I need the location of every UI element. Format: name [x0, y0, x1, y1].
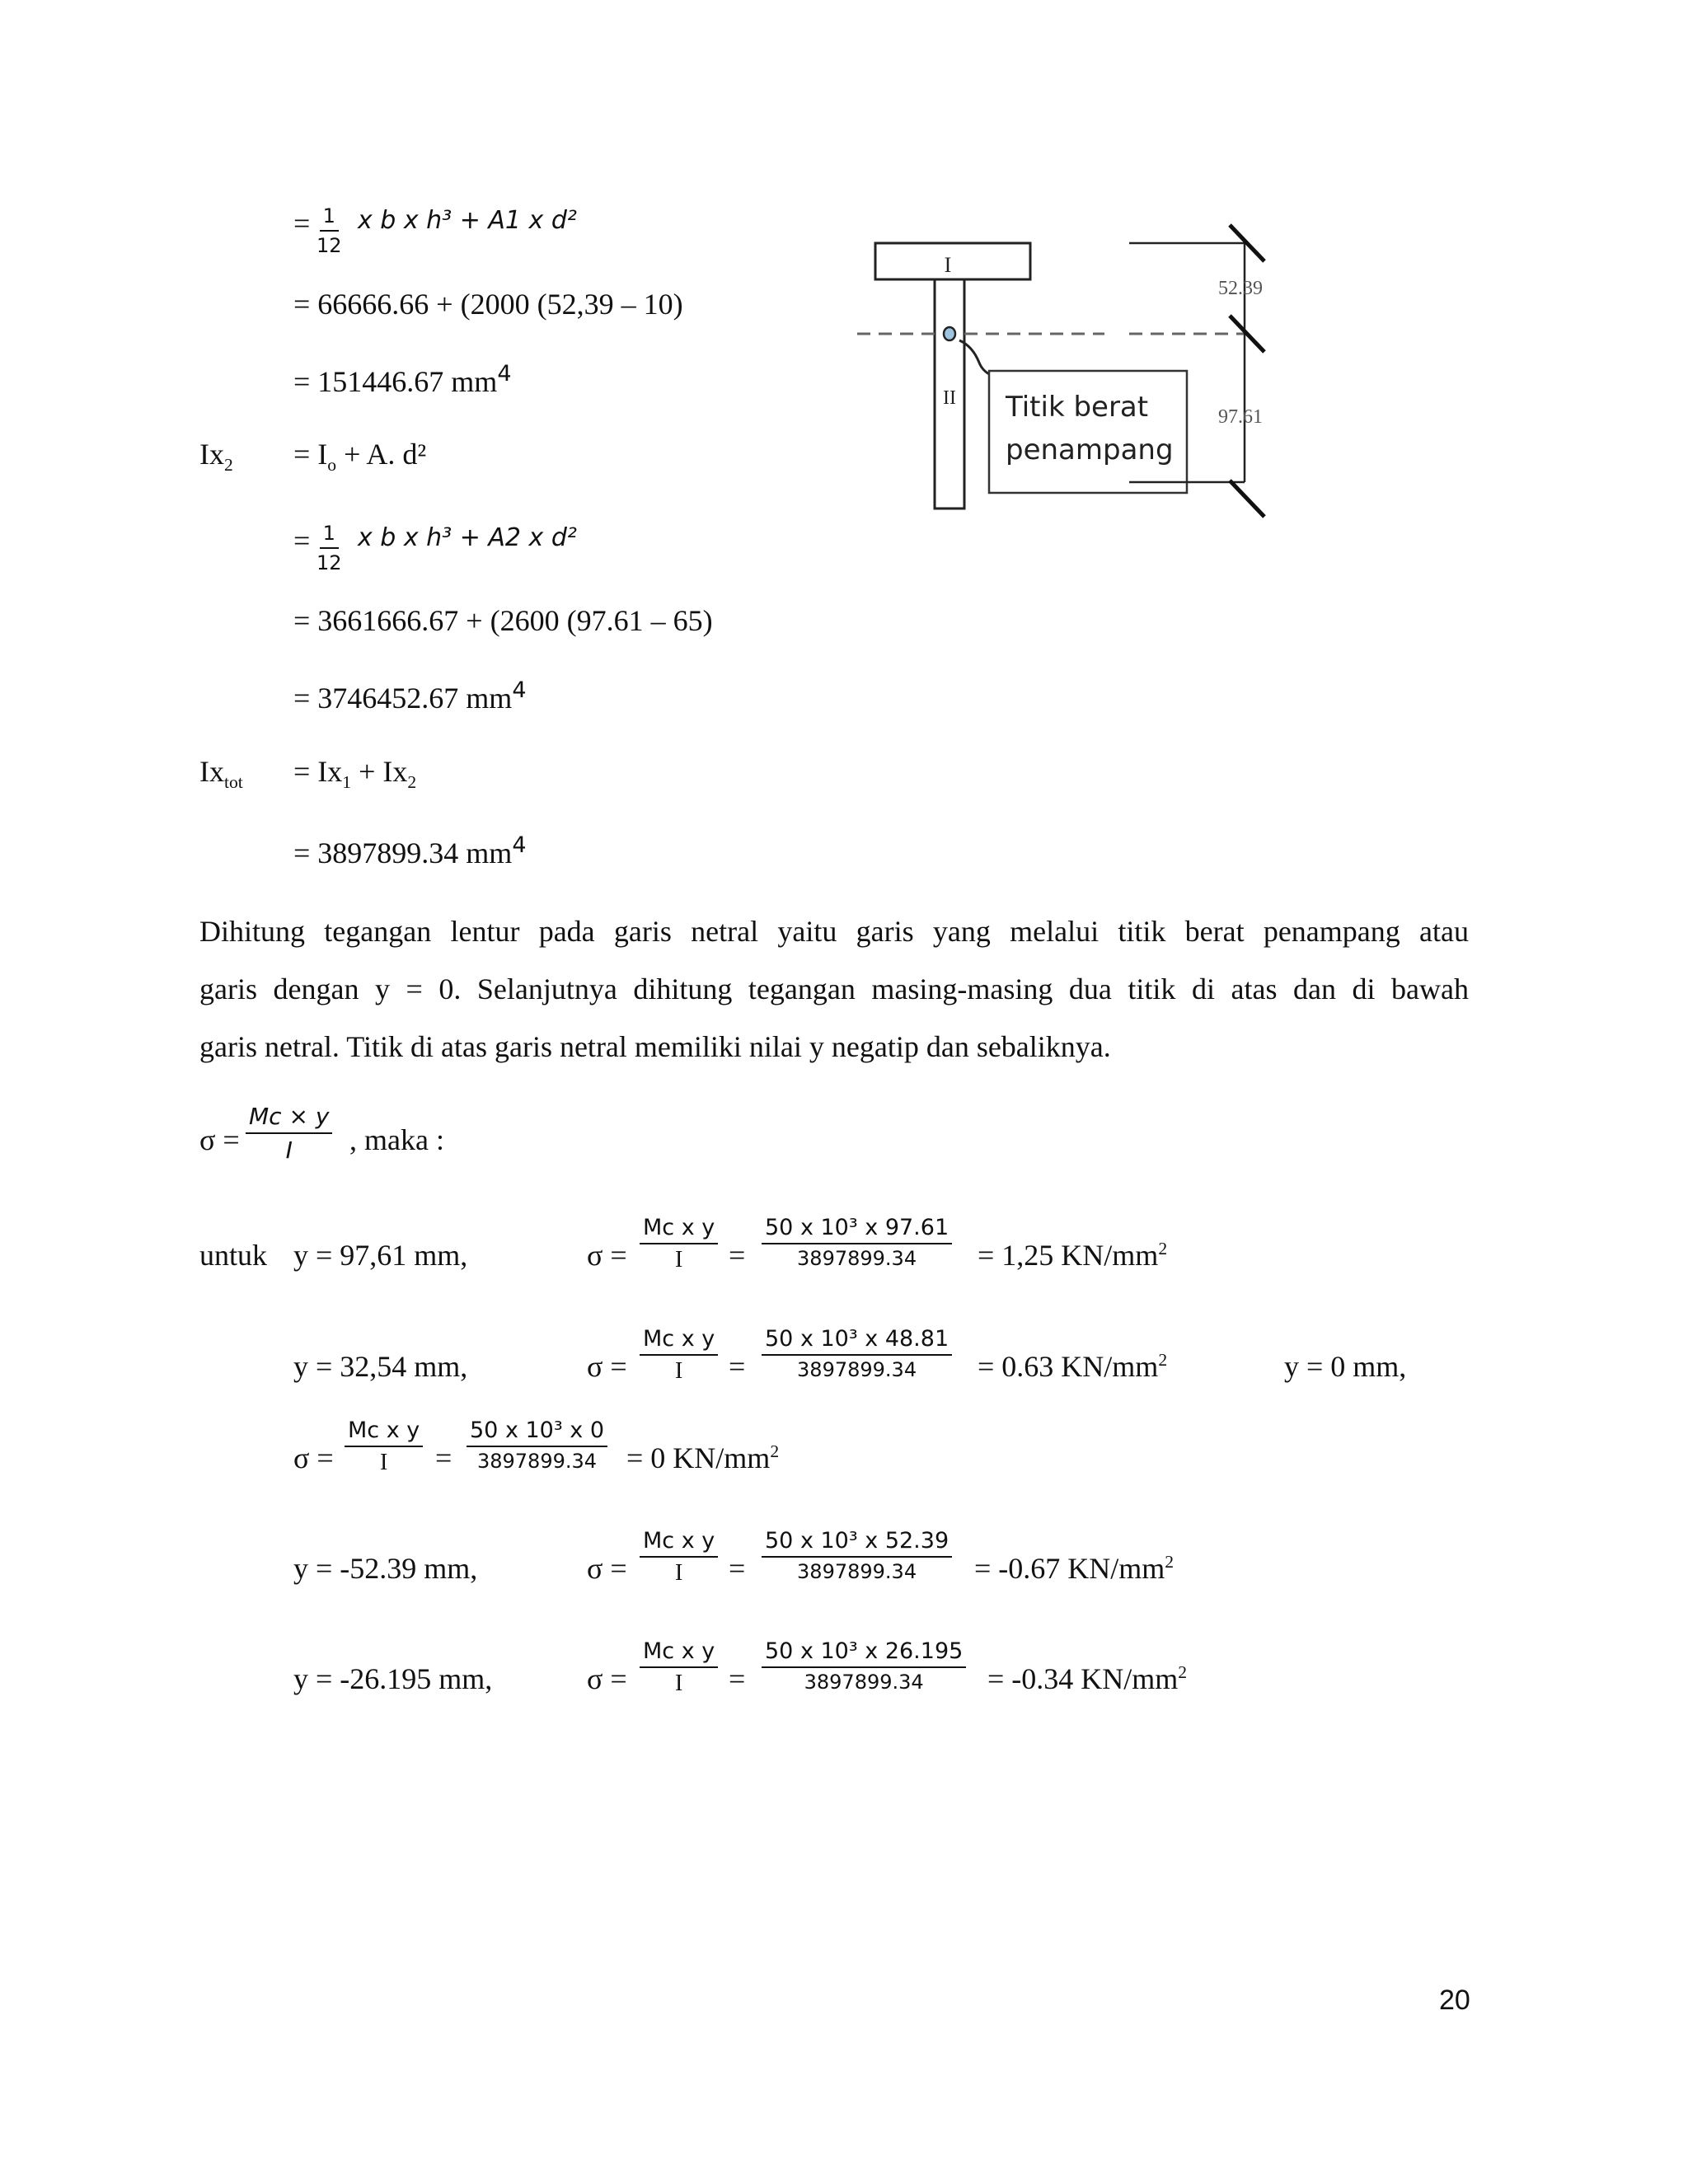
row1-eq: =	[729, 1350, 746, 1383]
dim-label-top: 52.39	[1218, 278, 1263, 299]
eq1-sign: =	[293, 207, 311, 240]
ix2-label	[199, 437, 233, 476]
dim-label-bottom: 97.61	[1218, 406, 1263, 428]
eq1-fraction	[316, 204, 342, 257]
dim-tick-middle	[1230, 316, 1264, 352]
eq3-sup: 4	[497, 361, 512, 387]
ix2-rhs	[293, 437, 426, 476]
row1-frac2	[762, 1326, 952, 1381]
eq7-line	[293, 832, 527, 870]
untuk-label: untuk	[199, 1239, 268, 1272]
row0-frac1	[640, 1215, 718, 1273]
flange-label: I	[944, 253, 952, 277]
row0-num2: 50 x 10³ x 97.61	[762, 1215, 952, 1244]
row3-y: y = -52.39 mm,	[293, 1552, 478, 1585]
row1-result	[978, 1349, 1167, 1384]
eq4-sign: =	[293, 524, 311, 557]
ixtot-label-text: Ix	[199, 755, 224, 788]
eq7-text: = 3897899.34 mm	[293, 837, 513, 869]
paragraph-line-2: garis dengan y = 0. Selanjutnya dihitung tegangan masing-masing dua titik di atas dan di bawah	[199, 972, 1469, 1005]
cross-section-figure	[849, 210, 1286, 548]
row1-frac1	[640, 1326, 718, 1385]
row2-result-text: = 0 KN/mm	[626, 1441, 771, 1474]
body-paragraph	[199, 902, 1469, 1076]
ixtot-sub2: 2	[407, 772, 417, 793]
row4-sigma: σ =	[587, 1662, 627, 1695]
dim-tick-bottom	[1230, 480, 1264, 517]
eq1-frac-num: 1	[320, 204, 339, 232]
row1-y: y = 32,54 mm,	[293, 1350, 468, 1383]
ixtot-label-sub: tot	[224, 772, 243, 793]
eq5-line: = 3661666.67 + (2600 (97.61 – 65)	[293, 604, 713, 637]
eq4-fraction	[316, 522, 342, 574]
row1-trailing: y = 0 mm,	[1284, 1350, 1407, 1383]
sigma-fraction	[246, 1103, 332, 1164]
row4-result	[987, 1661, 1187, 1696]
row4-frac2	[762, 1638, 966, 1694]
row3-frac2	[762, 1528, 952, 1583]
paragraph-line-1: Dihitung tegangan lentur pada garis netral yaitu garis yang melalui titik berat penampang atau	[199, 915, 1469, 948]
ixtot-rhs	[293, 754, 416, 793]
row3-result-text: = -0.67 KN/mm	[974, 1552, 1165, 1585]
row2-eq: =	[435, 1441, 452, 1474]
ixtot-rhs-b: + Ix	[351, 755, 408, 788]
row2-frac2	[467, 1418, 607, 1473]
sigma-den: I	[285, 1137, 293, 1164]
ix2-label-text: Ix	[199, 438, 224, 471]
row3-den2: 3897899.34	[797, 1560, 917, 1583]
row3-result-sup: 2	[1165, 1552, 1175, 1572]
ix2-rhs-sub: o	[327, 455, 337, 476]
row0-den2: 3897899.34	[797, 1247, 917, 1270]
row0-eq: =	[729, 1239, 746, 1272]
ixtot-rhs-a: = Ix	[293, 755, 343, 788]
eq4-rest: x b x h³ + A2 x d²	[358, 523, 577, 552]
row3-frac1	[640, 1528, 718, 1586]
sigma-suffix: , maka :	[349, 1123, 444, 1156]
row3-den1: I	[674, 1560, 683, 1586]
eq2-line: = 66666.66 + (2000 (52,39 – 10)	[293, 288, 683, 321]
callout-line1: Titik berat	[1006, 391, 1149, 424]
row1-sigma: σ =	[587, 1350, 627, 1383]
ix2-rhs-a: = I	[293, 438, 328, 471]
cross-section-svg	[849, 210, 1286, 548]
ix2-rhs-b: + A. d²	[336, 438, 427, 471]
row2-den2: 3897899.34	[476, 1450, 598, 1473]
callout-box	[989, 371, 1187, 493]
web-label: II	[943, 387, 956, 409]
ixtot-sub1: 1	[342, 772, 352, 793]
row1-num2: 50 x 10³ x 48.81	[762, 1326, 952, 1356]
row2-num2: 50 x 10³ x 0	[467, 1418, 607, 1447]
row3-num2: 50 x 10³ x 52.39	[762, 1528, 952, 1558]
eq3-line	[293, 361, 512, 399]
row0-sigma: σ =	[587, 1239, 627, 1272]
row0-num1: Mc x y	[640, 1215, 718, 1244]
row4-den1: I	[674, 1671, 683, 1696]
eq1-rest: x b x h³ + A1 x d²	[358, 206, 577, 235]
row0-result	[978, 1238, 1167, 1272]
row3-eq: =	[729, 1552, 746, 1585]
page-number: 20	[1439, 1985, 1470, 2016]
eq1-frac-den: 12	[316, 234, 342, 257]
row2-result-sup: 2	[770, 1441, 780, 1461]
row2-den1: I	[379, 1450, 388, 1475]
row4-num1: Mc x y	[640, 1638, 718, 1668]
row0-result-text: = 1,25 KN/mm	[978, 1239, 1159, 1272]
centroid-point	[944, 327, 955, 340]
eq6-sup: 4	[512, 677, 527, 703]
row2-result	[626, 1441, 779, 1475]
row4-num2: 50 x 10³ x 26.195	[762, 1638, 966, 1668]
eq7-sup: 4	[512, 832, 527, 858]
callout-line2: penampang	[1006, 434, 1174, 466]
row4-result-text: = -0.34 KN/mm	[987, 1662, 1179, 1695]
row1-den1: I	[674, 1358, 683, 1384]
row2-frac1	[345, 1418, 423, 1476]
row4-eq: =	[729, 1662, 746, 1695]
row4-frac1	[640, 1638, 718, 1697]
eq4-frac-num: 1	[320, 522, 339, 549]
eq3-text: = 151446.67 mm	[293, 365, 498, 398]
eq6-text: = 3746452.67 mm	[293, 682, 513, 715]
row3-result	[974, 1551, 1174, 1586]
ixtot-label	[199, 754, 243, 793]
row2-sigma: σ =	[293, 1441, 334, 1474]
flange-rect	[875, 243, 1030, 279]
sigma-lhs: σ =	[199, 1123, 240, 1156]
row3-num1: Mc x y	[640, 1528, 718, 1558]
row0-result-sup: 2	[1158, 1239, 1168, 1258]
row4-den2: 3897899.34	[804, 1671, 924, 1694]
sigma-num: Mc × y	[246, 1103, 332, 1134]
ix2-label-sub: 2	[224, 455, 233, 476]
row1-result-text: = 0.63 KN/mm	[978, 1350, 1159, 1383]
row3-sigma: σ =	[587, 1552, 627, 1585]
row0-den1: I	[674, 1247, 683, 1272]
row4-y: y = -26.195 mm,	[293, 1662, 493, 1695]
paragraph-line-3: garis netral. Titik di atas garis netral memiliki nilai y negatip dan sebaliknya.	[199, 1030, 1111, 1063]
row1-num1: Mc x y	[640, 1326, 718, 1356]
row1-result-sup: 2	[1158, 1350, 1168, 1370]
row0-y: y = 97,61 mm,	[293, 1239, 468, 1272]
row1-den2: 3897899.34	[797, 1358, 917, 1381]
eq4-frac-den: 12	[316, 551, 342, 574]
row0-frac2	[762, 1215, 952, 1270]
row2-num1: Mc x y	[345, 1418, 423, 1447]
row4-result-sup: 2	[1178, 1662, 1188, 1682]
eq6-line	[293, 677, 527, 715]
